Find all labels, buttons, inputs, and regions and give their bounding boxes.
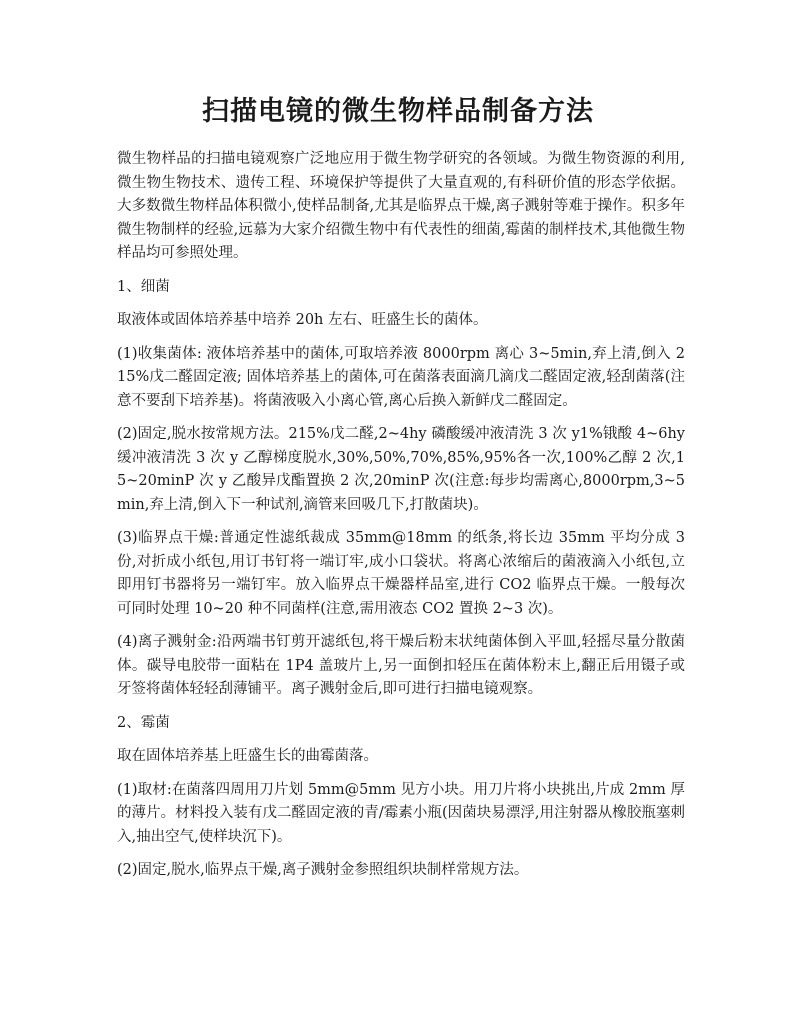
document-body (117, 148, 685, 893)
document-title: 扫描电镜的微生物样品制备方法 (202, 96, 594, 127)
bacteria-paragraph-critical-point: (3)临界点干燥:普通定性滤纸裁成 35mm@18mm 的纸条,将长边 35mm 平均分成 3 份,对折成小纸包,用订书钉将一端订牢,成小口袋状。将离心浓缩后的菌液滴入小纸包,立即用钉书器将另一端钉牢。放入临界点干燥器样品室,进行 CO2 临界点干燥。一般每次可同时处理 10~20 种不同菌样(注意,需用液态 CO2 置换 2~3 次)。 (117, 530, 685, 617)
bacteria-paragraph-fix-dehydrate: (2)固定,脱水按常规方法。215%戊二醛,2~4hy 磷酸缓冲液清洗 3 次 y1%锇酸 4~6hy 缓冲液清洗 3 次 y 乙醇梯度脱水,30%,50%,70%,85%,95%各一次,100%乙醇 2 次,15~20minP 次 y 乙酸异戊酯置换 2 次,20minP 次(注意:每步均需离心,8000rpm,3~5min,弃上清,倒入下一种试剂,滴管来回吸几下,打散菌块)。 (117, 426, 685, 513)
bacteria-paragraph-sampling: 取液体或固体培养基中培养 20h 左右、旺盛生长的菌体。 (117, 312, 488, 328)
bacteria-paragraph-sputter: (4)离子溅射金:沿两端书钉剪开滤纸包,将干燥后粉末状纯菌体倒入平皿,轻摇尽量分散菌体。碳导电胶带一面粘在 1P4 盖玻片上,另一面倒扣轻压在菌体粉末上,翻正后用镊子或牙签将菌体轻轻刮薄铺平。离子溅射金后,即可进行扫描电镜观察。 (117, 634, 685, 697)
mold-paragraph-sampling: 取在固体培养基上旺盛生长的曲霉菌落。 (117, 748, 378, 764)
mold-paragraph-cut: (1)取材:在菌落四周用刀片划 5mm@5mm 见方小块。用刀片将小块挑出,片成 2mm 厚的薄片。材料投入装有戊二醛固定液的青/霉素小瓶(因菌块易漂浮,用注射器从橡胶瓶塞刺入,抽出空气,使样块沉下)。 (117, 781, 685, 845)
section-heading-mold: 2、霉菌 (117, 714, 170, 731)
bacteria-paragraph-collect: (1)收集菌体: 液体培养基中的菌体,可取培养液 8000rpm 离心 3~5min,弃上清,倒入 215%戊二醛固定液; 固体培养基上的菌体,可在菌落表面滴几滴戊二醛固定液,轻刮菌落(注意不要刮下培养基)。将菌液吸入小离心管,离心后换入新鲜戊二醛固定。 (117, 345, 685, 409)
mold-paragraph-process: (2)固定,脱水,临界点干燥,离子溅射金参照组织块制样常规方法。 (117, 862, 529, 878)
intro-paragraph: 微生物样品的扫描电镜观察广泛地应用于微生物学研究的各领域。为微生物资源的利用,微生物生物技术、遗传工程、环境保护等提供了大量直观的,有科研价值的形态学依据。 大多数微生物样品体积微小,使样品制备,尤其是临界点干燥,离子溅射等难于操作。积多年微生物制样的经验,远慕为大家介绍微生物中有代表性的细菌,霉菌的制样技术,其他微生物样品均可参照处理。 (117, 151, 685, 261)
section-heading-bacteria: 1、细菌 (117, 278, 170, 295)
